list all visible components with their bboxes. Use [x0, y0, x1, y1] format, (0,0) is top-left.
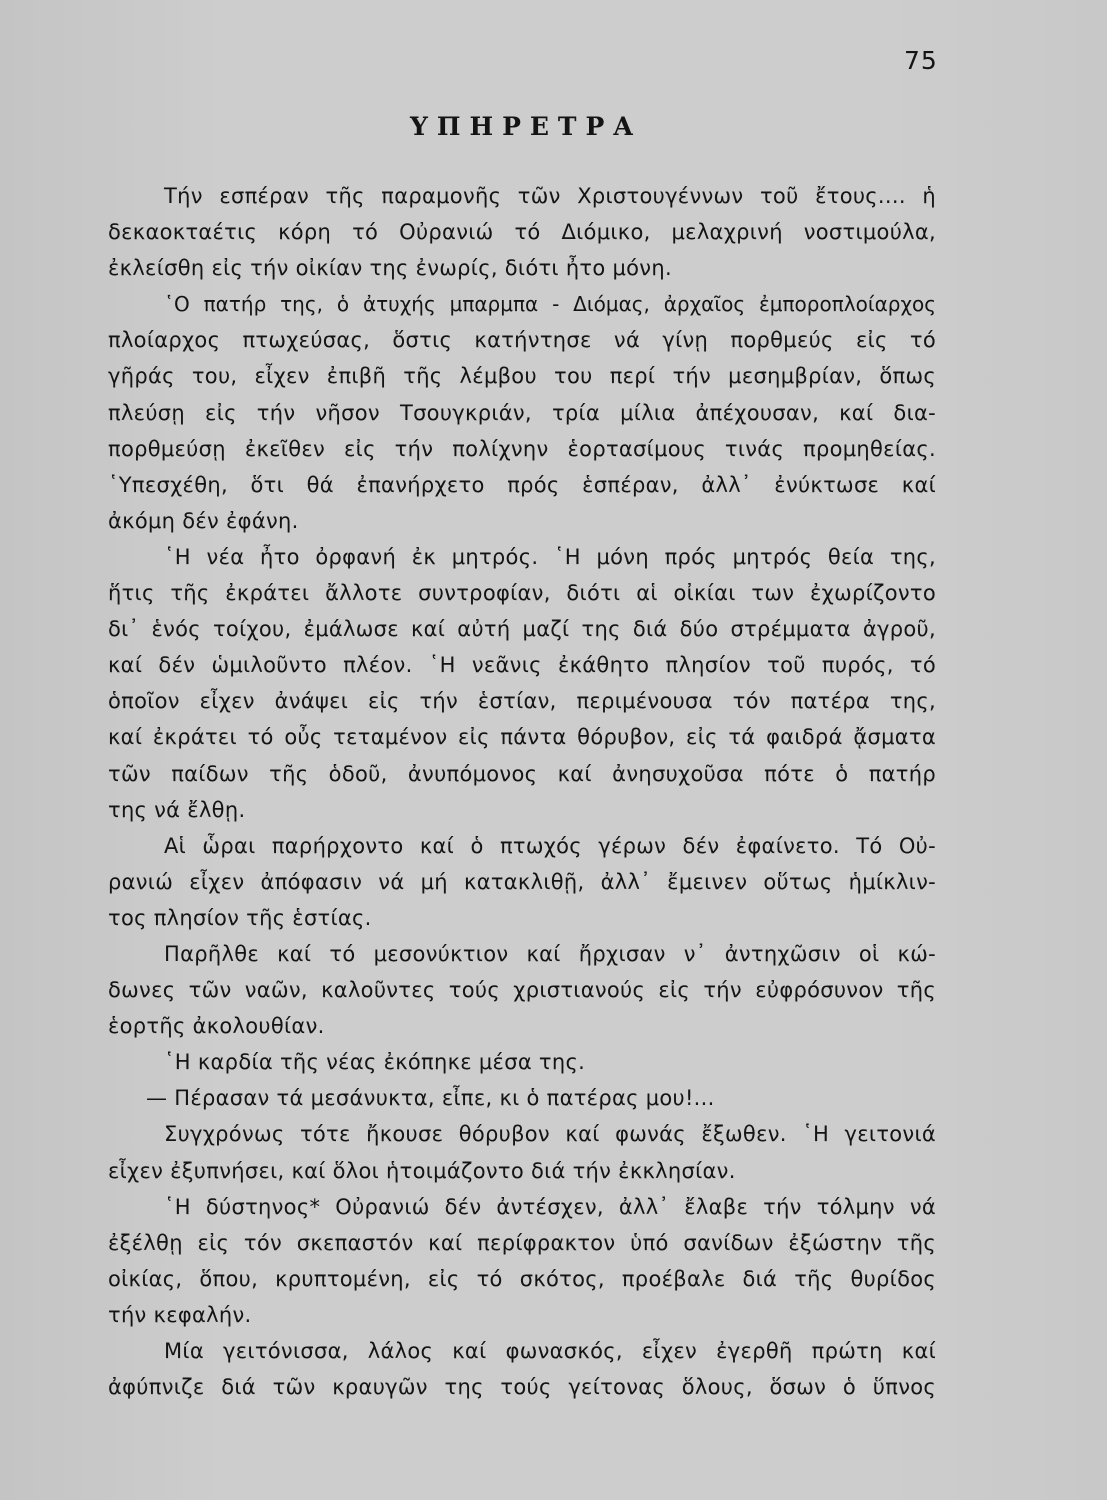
text-line: ἀκόμη δέν ἐφάνη. [108, 508, 299, 533]
text-line: της νά ἔλθῃ. [108, 797, 246, 822]
text-line: ῾Υπεσχέθη, ὅτι θά ἐπανήρχετο πρός ἑσπέραν, ἀλλ᾿ ἐνύκτωσε καί [108, 472, 936, 497]
text-line: δωνες τῶν ναῶν, καλοῦντες τούς χριστιανούς εἰς τήν εὐφρόσυνον τῆς [108, 978, 936, 1003]
text-line: Αἱ ὧραι παρήρχοντο καί ὁ πτωχός γέρων δέν ἐφαίνετο. Τό Οὐ- [164, 833, 936, 858]
text-line: ρανιώ εἶχεν ἀπόφασιν νά μή κατακλιθῇ, ἀλλ᾿ ἔμεινεν οὕτως ἡμίκλιν- [108, 869, 936, 894]
text-line: Συγχρόνως τότε ἤκουσε θόρυβον καί φωνάς ἔξωθεν. ῾Η γειτονιά [164, 1122, 936, 1147]
text-line: ῾Η καρδία τῆς νέας ἐκόπηκε μέσα της. [164, 1050, 586, 1075]
page-number: 75 [904, 46, 938, 75]
text-line: ἥτις τῆς ἐκράτει ἄλλοτε συντροφίαν, διότι αἱ οἰκίαι των ἐχωρίζοντο [108, 581, 936, 606]
text-line: τος πλησίον τῆς ἑστίας. [108, 905, 372, 930]
text-line: γῆράς του, εἶχεν ἐπιβῆ τῆς λέμβου του περί τήν μεσημβρίαν, ὅπως [108, 364, 936, 389]
chapter-title: ΥΠΗΡΕΤΡΑ [410, 112, 642, 141]
text-line: τήν κεφαλήν. [108, 1302, 252, 1327]
text-line: ἐκλείσθη εἰς τήν οἰκίαν της ἐνωρίς, διότι ἦτο μόνη. [108, 256, 672, 281]
text-line: ἐξέλθῃ εἰς τόν σκεπαστόν καί περίφρακτον ὑπό σανίδων ἐξώστην τῆς [108, 1230, 936, 1255]
text-line: ῾Ο πατήρ της, ὁ ἀτυχής μπαρμπα - Διόμας, ἀρχαῖος ἐμποροπλοίαρχος [164, 292, 936, 317]
body-text [108, 178, 936, 1405]
text-line: Μία γειτόνισσα, λάλος καί φωνασκός, εἶχεν ἐγερθῆ πρώτη καί [164, 1339, 936, 1363]
text-line: ἀφύπνιζε διά τῶν κραυγῶν της τούς γείτονας ὅλους, ὅσων ὁ ὕπνος [108, 1375, 936, 1400]
text-line: δεκαοκταέτις κόρη τό Οὐρανιώ τό Διόμικο, μελαχρινή νοστιμούλα, [108, 220, 936, 245]
text-line: τῶν παίδων τῆς ὁδοῦ, ἀνυπόμονος καί ἀνησυχοῦσα πότε ὁ πατήρ [108, 761, 936, 786]
text-line: ῾Η νέα ἦτο ὀρφανή ἐκ μητρός. ῾Η μόνη πρός μητρός θεία της, [164, 544, 936, 569]
text-line: πορθμεύσῃ ἐκεῖθεν εἰς τήν πολίχνην ἑορτασίμους τινάς προμηθείας. [108, 436, 936, 461]
text-line: πλοίαρχος πτωχεύσας, ὅστις κατήντησε νά γίνῃ πορθμεύς εἰς τό [108, 328, 936, 353]
text-line: ὁποῖον εἶχεν ἀνάψει εἰς τήν ἑστίαν, περιμένουσα τόν πατέρα της, [108, 689, 936, 714]
text-line: δι᾿ ἑνός τοίχου, ἐμάλωσε καί αὐτή μαζί της διά δύο στρέμματα ἀγροῦ, [108, 617, 936, 642]
text-line: πλεύσῃ εἰς τήν νῆσον Τσουγκριάν, τρία μίλια ἀπέχουσαν, καί δια- [108, 400, 936, 425]
dialogue-line: — Πέρασαν τά μεσάνυκτα, εἶπε, κι ὁ πατέρας μου!... [146, 1086, 715, 1111]
text-line: Παρῆλθε καί τό μεσονύκτιον καί ἤρχισαν ν᾿ ἀντηχῶσιν οἱ κώ- [164, 941, 936, 966]
text-line: ἑορτῆς ἀκολουθίαν. [108, 1014, 325, 1039]
text-line: Τήν εσπέραν τῆς παραμονῆς τῶν Χριστουγέννων τοῦ ἔτους.... ἡ [164, 184, 936, 208]
text-line: καί ἐκράτει τό οὖς τεταμένον εἰς πάντα θόρυβον, εἰς τά φαιδρά ᾄσματα [108, 725, 936, 750]
text-line: ῾Η δύστηνος* Οὐρανιώ δέν ἀντέσχεν, ἀλλ᾿ ἔλαβε τήν τόλμην νά [164, 1194, 936, 1219]
text-line: εἶχεν ἐξυπνήσει, καί ὅλοι ἡτοιμάζοντο διά τήν ἐκκλησίαν. [108, 1158, 736, 1183]
text-line: οἰκίας, ὅπου, κρυπτομένη, εἰς τό σκότος, προέβαλε διά τῆς θυρίδος [108, 1266, 936, 1291]
text-line: καί δέν ὡμιλοῦντο πλέον. ῾Η νεᾶνις ἐκάθητο πλησίον τοῦ πυρός, τό [108, 653, 936, 678]
